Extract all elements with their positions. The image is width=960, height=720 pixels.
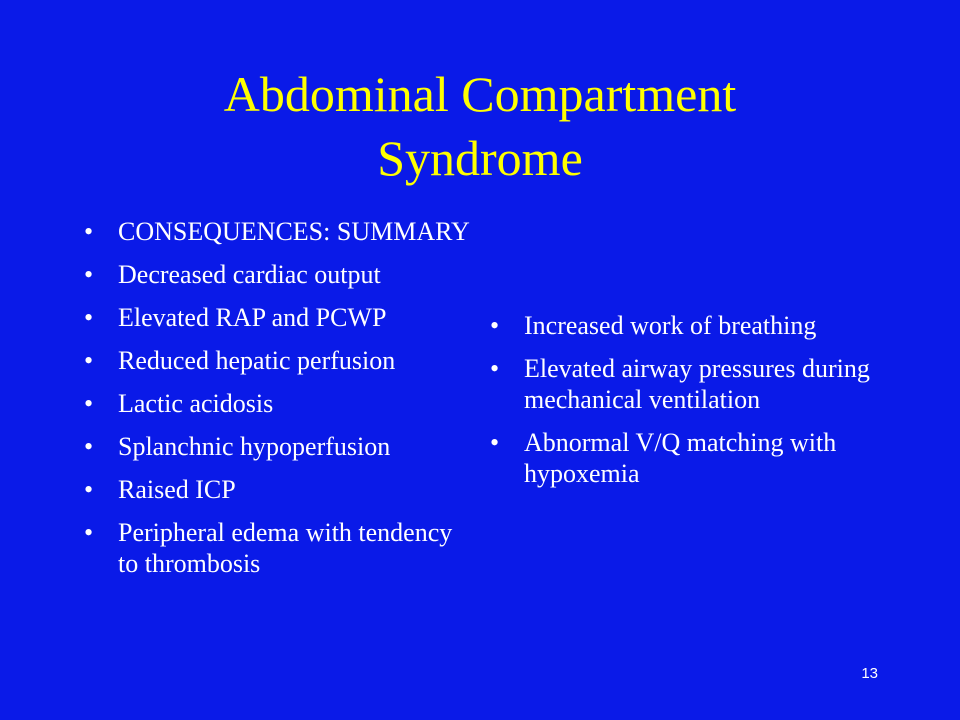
bullet-item-consequences-summary xyxy=(84,216,474,247)
bullet-item-decreased-cardiac-output xyxy=(84,259,474,290)
bullet-dot-icon: • xyxy=(84,217,94,246)
bullet-text: Peripheral edema with tendency to thrombosis xyxy=(118,518,453,578)
right-bullet-list xyxy=(490,310,890,501)
bullet-text: CONSEQUENCES: SUMMARY xyxy=(118,217,470,246)
bullet-dot-icon: • xyxy=(84,475,94,504)
slide-title xyxy=(60,62,900,190)
bullet-item-elevated-airway-pressures xyxy=(490,353,890,415)
bullet-item-lactic-acidosis xyxy=(84,388,474,419)
bullet-dot-icon: • xyxy=(490,354,500,383)
bullet-text: Elevated RAP and PCWP xyxy=(118,303,387,332)
title-line-1: Abdominal Compartment xyxy=(223,66,737,122)
left-bullet-list xyxy=(84,216,474,591)
bullet-dot-icon: • xyxy=(84,518,94,547)
bullet-item-increased-work-of-breathing xyxy=(490,310,890,341)
bullet-dot-icon: • xyxy=(490,428,500,457)
bullet-dot-icon: • xyxy=(84,260,94,289)
bullet-text: Decreased cardiac output xyxy=(118,260,381,289)
bullet-item-peripheral-edema xyxy=(84,517,474,579)
bullet-dot-icon: • xyxy=(84,432,94,461)
title-line-2: Syndrome xyxy=(377,130,583,186)
bullet-text: Increased work of breathing xyxy=(524,311,817,340)
bullet-text: Splanchnic hypoperfusion xyxy=(118,432,391,461)
bullet-item-reduced-hepatic-perfusion xyxy=(84,345,474,376)
bullet-item-splanchnic-hypoperfusion xyxy=(84,431,474,462)
bullet-text: Abnormal V/Q matching with hypoxemia xyxy=(524,428,837,488)
bullet-dot-icon: • xyxy=(84,389,94,418)
bullet-dot-icon: • xyxy=(84,303,94,332)
bullet-text: Lactic acidosis xyxy=(118,389,274,418)
bullet-item-elevated-rap-pcwp xyxy=(84,302,474,333)
bullet-text: Reduced hepatic perfusion xyxy=(118,346,396,375)
bullet-dot-icon: • xyxy=(84,346,94,375)
bullet-text: Elevated airway pressures during mechanical ventilation xyxy=(524,354,870,414)
bullet-item-abnormal-vq-matching xyxy=(490,427,890,489)
bullet-dot-icon: • xyxy=(490,311,500,340)
page-number: 13 xyxy=(861,665,878,682)
bullet-text: Raised ICP xyxy=(118,475,236,504)
bullet-item-raised-icp xyxy=(84,474,474,505)
